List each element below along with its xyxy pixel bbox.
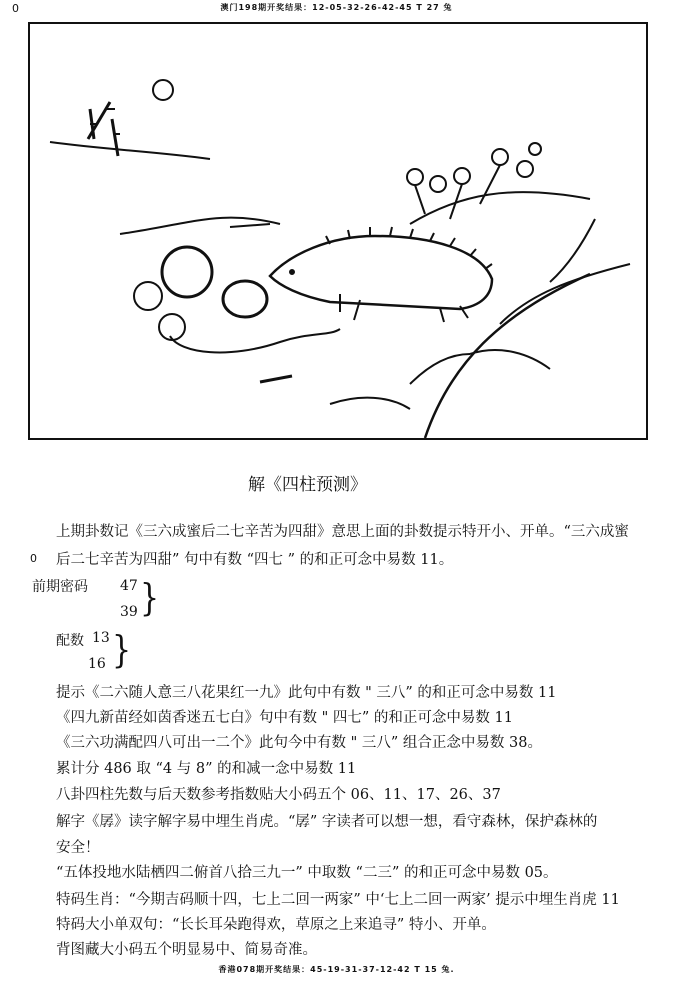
- article-line-2: 后二七辛苦为四甜” 句中有数 “四七 ” 的和正可念中易数 11。: [56, 552, 454, 568]
- line-marker: 0: [30, 552, 37, 565]
- article-line-9: 安全！: [56, 840, 100, 856]
- hedgehog-drawing: [30, 24, 646, 438]
- article-line-5: 《三六功满配四八可出一二个》此句今中有数 " 三八” 组合正念中易数 38。: [56, 735, 542, 751]
- pair-label: 配数: [56, 633, 84, 649]
- article-line-13: 背图藏大小码五个明显易中、简易奇准。: [56, 942, 317, 958]
- article-line-8: 解字《孱》读字解字易中埋生肖虎。“孱” 字读者可以想一想，看守森林，保护森林的: [56, 814, 598, 830]
- prev-code-value-1: 47: [120, 578, 138, 594]
- prev-code-label: 前期密码: [32, 579, 88, 595]
- pair-brace: }: [112, 628, 132, 673]
- pair-value-2: 16: [88, 656, 106, 672]
- article-line-10: “五体投地水陆栖四二俯首八拾三九一” 中取数 “二三” 的和正可念中易数 05。: [56, 865, 558, 881]
- pair-value-1: 13: [92, 630, 110, 646]
- moon-shape: [153, 80, 173, 100]
- article-line-3: 提示《二六随人意三八花果红一九》此句中有数 " 三八” 的和正可念中易数 11: [56, 685, 557, 701]
- hongkong-draw-result: 香港078期开奖结果：45-19-31-37-12-42 T 15 兔.: [218, 965, 455, 974]
- header-marker: 0: [12, 2, 19, 15]
- article-line-12: 特码大小单双句：“长长耳朵跑得欢，草原之上来追寻” 特小、开单。: [56, 917, 496, 933]
- article-line-4: 《四九新苗经如茵香迷五七白》句中有数 " 四七” 的和正可念中易数 11: [56, 710, 513, 726]
- article-line-7: 八卦四柱先数与后天数参考指数贴大小码五个 06、11、17、26、37: [56, 787, 501, 803]
- prev-code-brace: }: [140, 576, 160, 621]
- article-line-6: 累计分 486 取 “4 与 8” 的和减一念中易数 11: [56, 761, 357, 777]
- hedgehog-illustration: [28, 22, 648, 440]
- prev-code-value-2: 39: [120, 604, 138, 620]
- article-line-11: 特码生肖：“今期吉码顺十四，七上二回一两家” 中‘七上二回一两家’ 提示中埋生肖虎 11: [56, 892, 620, 908]
- article-line-1: 上期卦数记《三六成蜜后二七辛苦为四甜》意思上面的卦数提示特开小、开单。“三六成蜜: [56, 524, 629, 540]
- macau-draw-result: 澳门198期开奖结果：12-05-32-26-42-45 T 27 兔: [220, 3, 453, 12]
- article-title: 解《四柱预测》: [248, 475, 367, 495]
